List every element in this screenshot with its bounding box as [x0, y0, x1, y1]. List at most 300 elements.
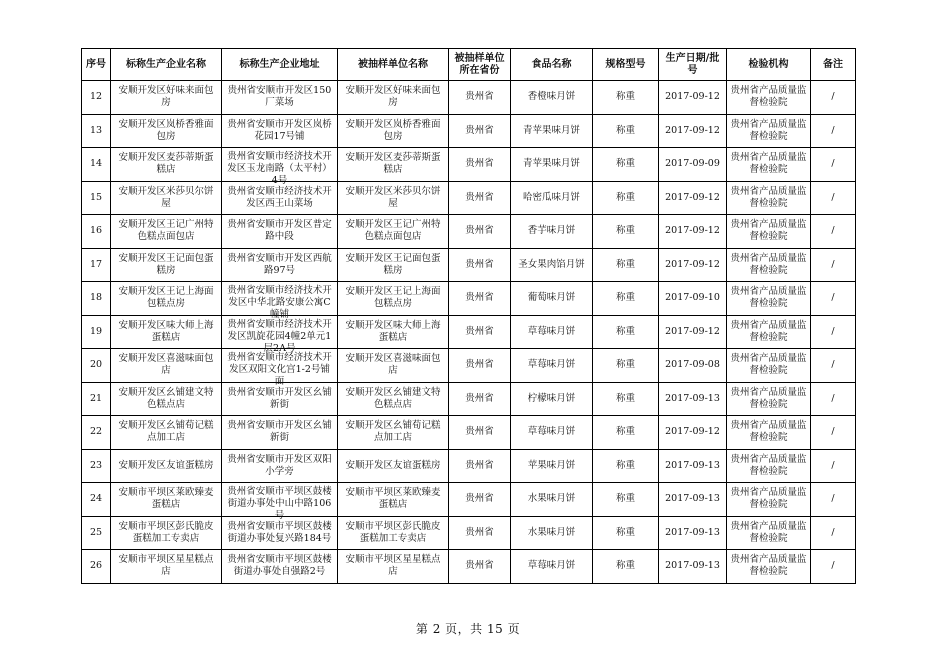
table-cell — [222, 516, 338, 550]
table-cell — [511, 114, 593, 148]
cell-text: 贵州省产品质量监督检验院 — [730, 520, 807, 544]
cell-text: 贵州省安顺市经济技术开发区西王山菜场 — [227, 185, 332, 209]
table-cell — [727, 148, 811, 182]
table-cell — [222, 382, 338, 416]
table-cell — [511, 382, 593, 416]
table-row — [82, 248, 856, 282]
cell-text: / — [831, 158, 835, 170]
cell-text: / — [831, 225, 835, 237]
table-row — [82, 181, 856, 215]
column-header: 被抽样单位名称 — [338, 49, 449, 81]
cell-text: 香芋味月饼 — [527, 225, 576, 237]
table-cell — [811, 449, 856, 483]
cell-text: 称重 — [615, 325, 635, 337]
cell-text: 贵州省产品质量监督检验院 — [730, 185, 807, 209]
table-cell — [811, 516, 856, 550]
cell-text: 安顺开发区味大师上海蛋糕店 — [345, 319, 441, 343]
cell-text: 贵州省安顺市开发区普定路中段 — [227, 219, 332, 243]
table-cell — [82, 416, 111, 450]
cell-text: 2017-09-12 — [665, 124, 720, 136]
cell-text: 贵州省安顺市平坝区鼓楼街道办事处中山中路106号 — [227, 486, 332, 522]
table-cell — [338, 550, 449, 584]
cell-text: 贵州省 — [465, 158, 494, 170]
table-cell — [811, 483, 856, 517]
cell-text: 草莓味月饼 — [527, 325, 576, 337]
cell-text: / — [831, 459, 835, 471]
cell-text: 贵州省产品质量监督检验院 — [730, 453, 807, 477]
cell-text: 安顺市平坝区彭氏脆皮蛋糕加工专卖店 — [345, 520, 441, 544]
cell-text: 贵州省安顺市开发区幺铺新街 — [227, 420, 332, 444]
table-cell — [593, 483, 659, 517]
table-cell — [82, 248, 111, 282]
table-cell — [727, 315, 811, 349]
table-cell — [338, 416, 449, 450]
cell-text: 安顺开发区幺铺荀记糕点加工店 — [118, 420, 214, 444]
cell-text: 安顺开发区友谊蛋糕房 — [118, 459, 214, 471]
table-cell — [811, 349, 856, 383]
table-cell — [449, 148, 511, 182]
cell-text: 14 — [89, 158, 103, 170]
table-cell — [727, 516, 811, 550]
cell-text: 22 — [89, 426, 103, 438]
table-cell — [593, 114, 659, 148]
table-cell — [593, 315, 659, 349]
table-cell — [593, 516, 659, 550]
table-cell — [222, 483, 338, 522]
cell-text: 草莓味月饼 — [527, 359, 576, 371]
cell-text: 安顺开发区米莎贝尔饼屋 — [345, 185, 441, 209]
cell-text: 贵州省 — [465, 459, 494, 471]
table-row — [82, 282, 856, 316]
cell-text: 水果味月饼 — [527, 526, 576, 538]
cell-text: 称重 — [615, 526, 635, 538]
cell-text: / — [831, 91, 835, 103]
cell-text: 安顺开发区岚桥香雅面包房 — [345, 118, 441, 142]
table-cell — [593, 550, 659, 584]
table-cell — [82, 516, 111, 550]
table-cell — [511, 416, 593, 450]
table-cell — [338, 349, 449, 383]
table-cell — [727, 114, 811, 148]
cell-text: 贵州省安顺市平坝区鼓楼街道办事处复兴路184号 — [227, 520, 332, 544]
table-cell — [82, 114, 111, 148]
table-cell — [222, 114, 338, 148]
table-cell — [593, 349, 659, 383]
table-cell — [811, 81, 856, 115]
cell-text: / — [831, 426, 835, 438]
table-cell — [111, 315, 222, 349]
table-cell — [659, 382, 727, 416]
table-cell — [222, 248, 338, 282]
cell-text: 2017-09-10 — [665, 292, 720, 304]
table-cell — [82, 349, 111, 383]
table-cell — [727, 416, 811, 450]
cell-text: 2017-09-12 — [665, 325, 720, 337]
table-cell — [222, 181, 338, 215]
table-cell — [449, 416, 511, 450]
table-row — [82, 148, 856, 182]
table-cell — [449, 349, 511, 383]
table-cell — [511, 550, 593, 584]
table-cell — [511, 215, 593, 249]
table-cell — [222, 315, 338, 354]
cell-text: 安顺开发区友谊蛋糕房 — [345, 459, 441, 471]
cell-text: 贵州省安顺市经济技术开发区凯旋花园4幢2单元1层2A号 — [227, 318, 332, 354]
table-cell — [111, 181, 222, 215]
cell-text: 贵州省安顺市经济技术开发区中华北路安康公寓C幢铺 — [227, 285, 332, 321]
table-cell — [82, 449, 111, 483]
table-cell — [82, 315, 111, 349]
table-cell — [511, 248, 593, 282]
table-cell — [511, 483, 593, 517]
page-footer: 第 2 页，共 15 页 — [415, 622, 521, 636]
table-cell — [82, 181, 111, 215]
table-cell — [449, 181, 511, 215]
cell-text: 20 — [89, 359, 103, 371]
table-cell — [338, 248, 449, 282]
cell-text: 贵州省安顺市开发区西航路97号 — [227, 252, 332, 276]
cell-text: 水果味月饼 — [527, 493, 576, 505]
cell-text: 安顺开发区幺铺建文特色糕点店 — [118, 386, 214, 410]
cell-text: 贵州省安顺市开发区幺铺新街 — [227, 386, 332, 410]
table-cell — [511, 148, 593, 182]
cell-text: 2017-09-12 — [665, 91, 720, 103]
table-cell — [338, 215, 449, 249]
cell-text: 安顺市平坝区星星糕点店 — [118, 554, 214, 578]
cell-text: 安顺开发区米莎贝尔饼屋 — [118, 185, 214, 209]
cell-text: 青苹果味月饼 — [522, 158, 580, 170]
table-cell — [82, 215, 111, 249]
table-cell — [338, 81, 449, 115]
cell-text: 贵州省产品质量监督检验院 — [730, 85, 807, 109]
cell-text: 安顺开发区王记上海面包糕点房 — [118, 286, 214, 310]
cell-text: 2017-09-12 — [665, 258, 720, 270]
cell-text: 16 — [89, 225, 103, 237]
table-cell — [449, 282, 511, 316]
table-cell — [593, 282, 659, 316]
cell-text: / — [831, 560, 835, 572]
cell-text: 贵州省产品质量监督检验院 — [730, 252, 807, 276]
cell-text: 贵州省产品质量监督检验院 — [730, 286, 807, 310]
cell-text: 安顺开发区王记广州特色糕点面包店 — [118, 219, 214, 243]
table-cell — [111, 416, 222, 450]
table-cell — [338, 382, 449, 416]
table-cell — [659, 416, 727, 450]
cell-text: 贵州省 — [465, 325, 494, 337]
table-cell — [659, 215, 727, 249]
table-cell — [811, 416, 856, 450]
cell-text: 2017-09-13 — [665, 560, 720, 572]
cell-text: 17 — [89, 258, 103, 270]
cell-text: 安顺开发区麦莎蒂斯蛋糕店 — [118, 152, 214, 176]
table-cell — [449, 81, 511, 115]
table-cell — [111, 215, 222, 249]
cell-text: 安顺开发区幺铺建文特色糕点店 — [345, 386, 441, 410]
table-cell — [811, 248, 856, 282]
cell-text: 贵州省安顺市开发区150厂菜场 — [227, 85, 332, 109]
cell-text: 安顺开发区好味来面包房 — [345, 85, 441, 109]
column-header: 检验机构 — [727, 49, 811, 81]
column-header: 标称生产企业名称 — [111, 49, 222, 81]
table-cell — [222, 282, 338, 321]
table-cell — [82, 148, 111, 182]
cell-text: 贵州省 — [465, 225, 494, 237]
table-cell — [727, 181, 811, 215]
table-cell — [449, 315, 511, 349]
table-cell — [659, 248, 727, 282]
cell-text: 24 — [89, 493, 103, 505]
cell-text: 柠檬味月饼 — [527, 392, 576, 404]
cell-text: 贵州省产品质量监督检验院 — [730, 353, 807, 377]
table-cell — [811, 114, 856, 148]
table-cell — [111, 81, 222, 115]
table-cell — [449, 248, 511, 282]
table-cell — [111, 449, 222, 483]
cell-text: 2017-09-12 — [665, 225, 720, 237]
table-cell — [727, 550, 811, 584]
table-cell — [727, 215, 811, 249]
cell-text: 贵州省 — [465, 426, 494, 438]
cell-text: 青苹果味月饼 — [522, 124, 580, 136]
table-cell — [659, 516, 727, 550]
cell-text: / — [831, 325, 835, 337]
table-cell — [811, 181, 856, 215]
table-cell — [222, 215, 338, 249]
cell-text: 2017-09-13 — [665, 493, 720, 505]
cell-text: 贵州省 — [465, 292, 494, 304]
column-header: 标称生产企业地址 — [222, 49, 338, 81]
cell-text: 称重 — [615, 426, 635, 438]
table-row — [82, 483, 856, 517]
table-cell — [338, 282, 449, 316]
table-cell — [811, 315, 856, 349]
table-cell — [727, 282, 811, 316]
cell-text: 15 — [89, 191, 103, 203]
table-cell — [111, 516, 222, 550]
table-cell — [82, 282, 111, 316]
table-cell — [338, 483, 449, 517]
cell-text: 2017-09-09 — [665, 158, 720, 170]
cell-text: 安顺开发区好味来面包房 — [118, 85, 214, 109]
table-cell — [511, 181, 593, 215]
cell-text: 23 — [89, 459, 103, 471]
table-body — [82, 81, 856, 584]
table-row — [82, 349, 856, 383]
cell-text: 贵州省产品质量监督检验院 — [730, 219, 807, 243]
table-cell — [111, 114, 222, 148]
table-cell — [222, 416, 338, 450]
cell-text: 安顺开发区喜滋味面包店 — [345, 353, 441, 377]
table-cell — [222, 349, 338, 388]
cell-text: 贵州省产品质量监督检验院 — [730, 152, 807, 176]
cell-text: 圣女果肉馅月饼 — [518, 258, 585, 270]
table-cell — [338, 114, 449, 148]
table-cell — [811, 550, 856, 584]
cell-text: 贵州省 — [465, 359, 494, 371]
table-cell — [449, 516, 511, 550]
table-cell — [338, 148, 449, 182]
table-cell — [659, 449, 727, 483]
cell-text: / — [831, 258, 835, 270]
table-cell — [449, 449, 511, 483]
cell-text: 贵州省 — [465, 392, 494, 404]
table-cell — [593, 248, 659, 282]
table-cell — [727, 248, 811, 282]
cell-text: 草莓味月饼 — [527, 560, 576, 572]
table-cell — [511, 449, 593, 483]
cell-text: 贵州省安顺市平坝区鼓楼街道办事处自强路2号 — [227, 554, 332, 578]
table-cell — [222, 81, 338, 115]
cell-text: 称重 — [615, 292, 635, 304]
cell-text: 称重 — [615, 560, 635, 572]
table-cell — [82, 550, 111, 584]
table-cell — [111, 349, 222, 383]
table-cell — [449, 550, 511, 584]
table-cell — [659, 81, 727, 115]
table-cell — [659, 181, 727, 215]
table-cell — [338, 181, 449, 215]
table-cell — [659, 349, 727, 383]
table-cell — [659, 114, 727, 148]
cell-text: 2017-09-13 — [665, 392, 720, 404]
column-header: 被抽样单位所在省份 — [449, 49, 511, 81]
table-cell — [449, 114, 511, 148]
cell-text: / — [831, 392, 835, 404]
cell-text: 2017-09-08 — [665, 359, 720, 371]
cell-text: 称重 — [615, 191, 635, 203]
cell-text: 贵州省 — [465, 526, 494, 538]
cell-text: 21 — [89, 392, 103, 404]
table-row — [82, 215, 856, 249]
inspection-table — [81, 48, 856, 584]
table-cell — [811, 382, 856, 416]
cell-text: 安顺市平坝区莱欧臻麦蛋糕店 — [118, 487, 214, 511]
column-header: 生产日期/批号 — [659, 49, 727, 81]
table-cell — [449, 382, 511, 416]
cell-text: 贵州省安顺市开发区岚桥花园17号铺 — [227, 118, 332, 142]
cell-text: 贵州省 — [465, 91, 494, 103]
cell-text: / — [831, 526, 835, 538]
table-cell — [659, 315, 727, 349]
cell-text: 安顺开发区王记面包蛋糕房 — [345, 252, 441, 276]
cell-text: 贵州省产品质量监督检验院 — [730, 554, 807, 578]
table-cell — [338, 516, 449, 550]
table-cell — [449, 215, 511, 249]
table-cell — [727, 483, 811, 517]
table-cell — [449, 483, 511, 517]
cell-text: 贵州省产品质量监督检验院 — [730, 420, 807, 444]
cell-text: 安顺开发区岚桥香雅面包房 — [118, 118, 214, 142]
table-cell — [727, 382, 811, 416]
cell-text: 贵州省 — [465, 560, 494, 572]
table-cell — [811, 282, 856, 316]
table-cell — [82, 81, 111, 115]
table-cell — [111, 483, 222, 517]
table-row — [82, 550, 856, 584]
cell-text: 贵州省产品质量监督检验院 — [730, 118, 807, 142]
cell-text: 18 — [89, 292, 103, 304]
table-cell — [659, 148, 727, 182]
cell-text: 26 — [89, 560, 103, 572]
cell-text: 称重 — [615, 225, 635, 237]
cell-text: 安顺开发区麦莎蒂斯蛋糕店 — [345, 152, 441, 176]
table-cell — [111, 550, 222, 584]
table-cell — [338, 315, 449, 349]
cell-text: 苹果味月饼 — [527, 459, 576, 471]
table-cell — [511, 516, 593, 550]
cell-text: 称重 — [615, 459, 635, 471]
cell-text: 贵州省安顺市开发区双阳小学旁 — [227, 453, 332, 477]
cell-text: 称重 — [615, 359, 635, 371]
table-cell — [659, 282, 727, 316]
cell-text: 称重 — [615, 91, 635, 103]
table-cell — [593, 215, 659, 249]
table-cell — [82, 483, 111, 517]
table-cell — [111, 148, 222, 182]
table-cell — [511, 315, 593, 349]
table-cell — [222, 449, 338, 483]
table-cell — [811, 215, 856, 249]
cell-text: 2017-09-13 — [665, 459, 720, 471]
table-row — [82, 114, 856, 148]
table-cell — [111, 382, 222, 416]
table-row — [82, 449, 856, 483]
cell-text: 贵州省 — [465, 493, 494, 505]
table-row — [82, 315, 856, 349]
cell-text: 称重 — [615, 493, 635, 505]
cell-text: / — [831, 191, 835, 203]
table-cell — [659, 550, 727, 584]
cell-text: 12 — [89, 91, 103, 103]
table-cell — [593, 148, 659, 182]
cell-text: / — [831, 359, 835, 371]
cell-text: 贵州省 — [465, 124, 494, 136]
table-row — [82, 81, 856, 115]
table-cell — [727, 349, 811, 383]
table-cell — [811, 148, 856, 182]
cell-text: 葡萄味月饼 — [527, 292, 576, 304]
table-cell — [511, 282, 593, 316]
table-row — [82, 516, 856, 550]
cell-text: / — [831, 124, 835, 136]
table-cell — [222, 148, 338, 187]
table-cell — [511, 349, 593, 383]
table-row — [82, 382, 856, 416]
table-cell — [593, 382, 659, 416]
cell-text: 称重 — [615, 258, 635, 270]
cell-text: 2017-09-13 — [665, 526, 720, 538]
table-cell — [511, 81, 593, 115]
cell-text: / — [831, 493, 835, 505]
table-cell — [82, 382, 111, 416]
cell-text: 称重 — [615, 124, 635, 136]
table-cell — [111, 248, 222, 282]
cell-text: 安顺开发区喜滋味面包店 — [118, 353, 214, 377]
cell-text: 称重 — [615, 158, 635, 170]
table-cell — [593, 449, 659, 483]
table-cell — [593, 181, 659, 215]
column-header: 规格型号 — [593, 49, 659, 81]
table-cell — [593, 416, 659, 450]
cell-text: 13 — [89, 124, 103, 136]
cell-text: 2017-09-12 — [665, 426, 720, 438]
table-cell — [338, 449, 449, 483]
cell-text: 称重 — [615, 392, 635, 404]
cell-text: 贵州省安顺市经济技术开发区玉龙南路（太平村）4号 — [227, 151, 332, 187]
table-row — [82, 416, 856, 450]
cell-text: 安顺市平坝区莱欧臻麦蛋糕店 — [345, 487, 441, 511]
column-header: 备注 — [811, 49, 856, 81]
